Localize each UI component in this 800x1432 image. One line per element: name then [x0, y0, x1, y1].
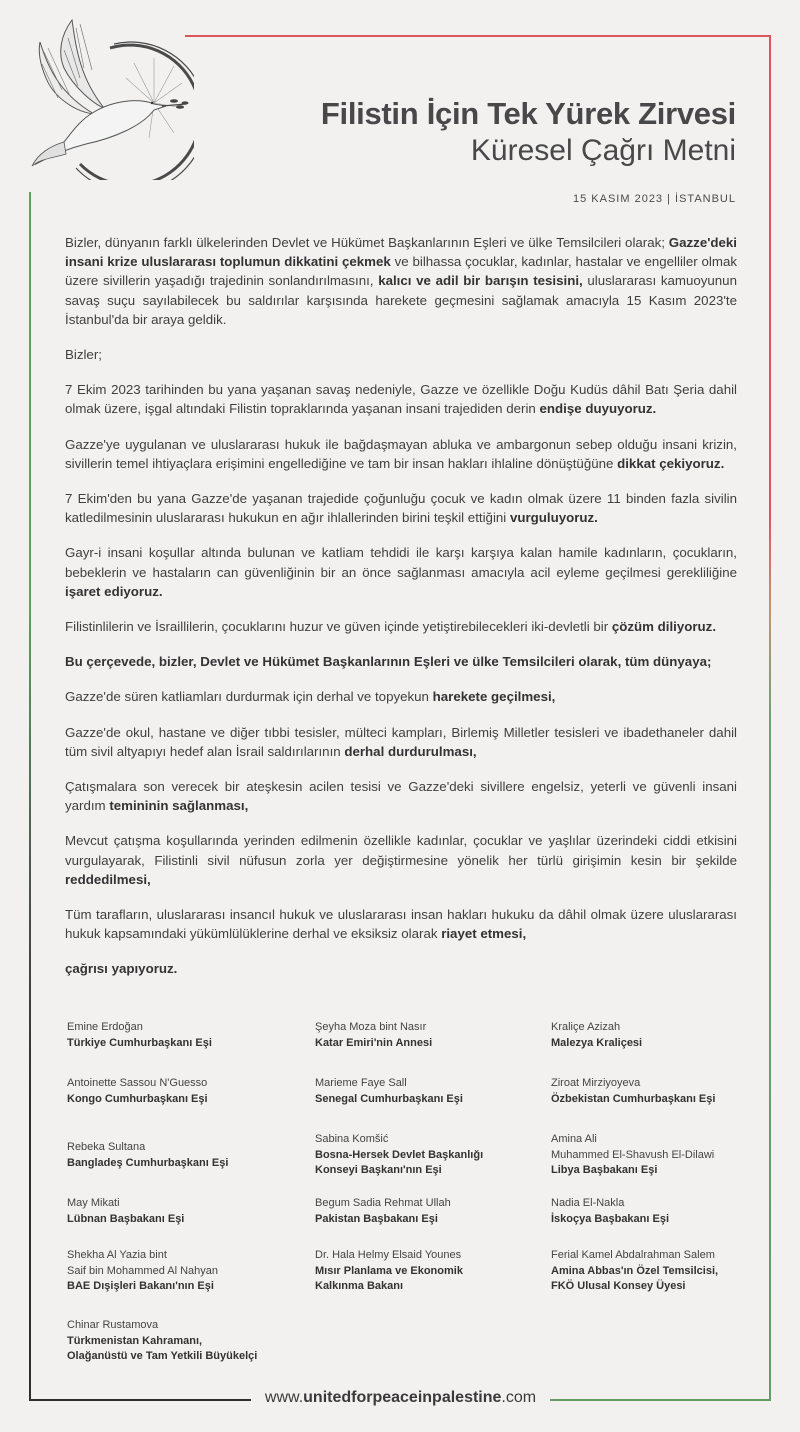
signatory-role: Özbekistan Cumhurbaşkanı Eşi [551, 1092, 716, 1105]
signatory [67, 1196, 315, 1248]
signatory [551, 1132, 747, 1196]
signatory-role: Senegal Cumhurbaşkanı Eşi [315, 1092, 463, 1105]
signatory-role: Libya Başbakanı Eşi [551, 1164, 658, 1176]
title-block [321, 96, 736, 170]
body-text-run: Gazze'ye uygulanan ve uluslararası hukuk ile bağdaşmayan abluka ve ambargonun sebep olduğu insani krizin, sivillerin temel ihtiyaçlara erişimini engellediğine ve tam bir insan hakları ihlaline dönüştüğüne [65, 436, 737, 471]
dove-with-olive-branch-icon [14, 8, 194, 180]
frame-left-border [29, 192, 31, 1400]
page-subtitle: Küresel Çağrı Metni [470, 134, 736, 167]
signatory [551, 1248, 747, 1318]
signatory-name: May Mikati [67, 1197, 120, 1209]
signatory-role: Kalkınma Bakanı [315, 1280, 404, 1292]
emphasis-text: riayet etmesi, [441, 926, 527, 942]
signatory [315, 1076, 551, 1132]
declaration-body [65, 233, 737, 995]
paragraph-5 [65, 617, 737, 636]
emphasis-text: endişe duyuyoruz. [539, 401, 657, 417]
frame-bottom-right-border [550, 1399, 771, 1401]
paragraph-2 [65, 435, 737, 473]
signatory-name: Sabina Komšić [315, 1133, 389, 1145]
signatory [67, 1248, 315, 1318]
signatories-grid [67, 1020, 747, 1378]
signatory [315, 1020, 551, 1076]
url-domain: unitedforpeaceinpalestine [303, 1389, 502, 1406]
page-title: Filistin İçin Tek Yürek Zirvesi [320, 96, 736, 131]
signatory [67, 1318, 315, 1378]
signatory-name: Ziroat Mirziyoyeva [551, 1077, 641, 1089]
signatory-role: Kongo Cumhurbaşkanı Eşi [67, 1092, 208, 1105]
paragraph-8 [65, 723, 737, 761]
signatory [67, 1076, 315, 1132]
emphasis-text: Gazze'deki insani krize uluslararası toplumun dikkatini çekmek [65, 235, 737, 270]
body-text-run: Mevcut çatışma koşullarında yerinden edilmenin özellikle kadınlar, çocuklar ve yaşlılar üzerindeki ciddi etkisini vurgulayarak, Filistinli sivil nüfusun zorla yer değiştirmesine yönelik her türlü girişimin kesin bir şekilde [65, 833, 737, 868]
frame-right-border [769, 35, 771, 1400]
signatory-name: Antoinette Sassou N'Guesso [67, 1077, 208, 1089]
signatory-name: Chinar Rustamova [67, 1319, 159, 1331]
body-text-run: Gayr-i insani koşullar altında bulunan ve katliam tehdidi ile karşı karşıya kalan hamile kadınların, çocukların, bebeklerin ve hastaların can güvenliğinin bir an önce sağlanması amacıyla acil eyleme geçilmesi gerekliliğine [65, 545, 737, 580]
paragraph-bizler: Bizler; [65, 347, 102, 363]
paragraph-3 [65, 489, 737, 527]
frame-top-border [185, 35, 771, 37]
signatory [551, 1196, 747, 1248]
signatory-name: Begum Sadia Rehmat Ullah [315, 1197, 451, 1209]
signatory-name: Ferial Kamel Abdalrahman Salem [551, 1249, 715, 1261]
body-text-run: Filistinlilerin ve İsraillilerin, çocuklarını huzur ve güven içinde yetiştirebilecekleri iki-devletli bir [65, 619, 612, 635]
signatory-role: Türkiye Cumhurbaşkanı Eşi [67, 1036, 212, 1049]
body-text-run: Çatışmalara son verecek bir ateşkesin acilen tesisi ve Gazze'deki sivillere engelsiz, yeterli ve güvenli insani yardım [65, 779, 737, 814]
paragraph-4 [65, 543, 737, 601]
signatory-role: Bangladeş Cumhurbaşkanı Eşi [67, 1156, 229, 1169]
signatory-role: FKÖ Ulusal Konsey Üyesi [551, 1280, 686, 1292]
emphasis-text: dikkat çekiyoruz. [617, 455, 725, 471]
signatory-role: Konseyi Başkanı'nın Eşi [315, 1164, 442, 1176]
emphasis-text: kalıcı ve adil bir barışın tesisini, [378, 273, 583, 289]
body-text-run: 7 Ekim 2023 tarihinden bu yana yaşanan savaş nedeniyle, Gazze ve özellikle Doğu Kudüs dâhil Batı Şeria dahil olmak üzere, işgal altındaki Filistin topraklarında yaşanan insani trajediden derin [65, 382, 737, 417]
signatory-role: Olağanüstü ve Tam Yetkili Büyükelçi [67, 1350, 258, 1362]
signatory-name: Muhammed El-Shavush El-Dilawi [551, 1148, 715, 1161]
emphasis-text: çözüm diliyoruz. [611, 619, 717, 635]
body-text-run: 7 Ekim'den bu yana Gazze'de yaşanan trajedide çoğunluğu çocuk ve kadın olmak üzere 11 binden fazla sivilin katledilmesinin uluslararası hukukun en ağır ihlallerinden birini teşkil ettiğini [65, 491, 737, 526]
signatory [67, 1020, 315, 1076]
body-text-run: ve bilhassa çocuklar, kadınlar, hastalar ve engelliler olmak üzere sivillerin yaşadığı trajedinin sonlandırılmasını, [65, 254, 737, 289]
signatory-role: Katar Emiri'nin Annesi [315, 1036, 433, 1049]
emphasis-text: reddedilmesi, [65, 871, 151, 887]
signatory-role: BAE Dışişleri Bakanı'nın Eşi [67, 1280, 214, 1292]
emphasis-text: harekete geçilmesi, [432, 689, 556, 705]
body-text-run: Gazze'de okul, hastane ve diğer tıbbi tesisler, mülteci kampları, Birlemiş Milletler tesisleri ve ibadethaneler dahil tüm sivil altyapıyı hedef alan İsrail saldırılarının [65, 724, 737, 759]
signatory-name: Amina Ali [551, 1133, 597, 1145]
signatory-role: Lübnan Başbakanı Eşi [67, 1212, 185, 1225]
signatory [315, 1196, 551, 1248]
signatory-role: Pakistan Başbakanı Eşi [315, 1212, 438, 1225]
body-text-run: Gazze'de süren katliamları durdurmak için derhal ve topyekun [65, 689, 433, 705]
signatory-name: Nadia El-Nakla [551, 1197, 625, 1209]
paragraph-6 [65, 652, 737, 671]
emphasis-text: çağrısı yapıyoruz. [65, 961, 178, 977]
signatory [315, 1248, 551, 1318]
paragraph-12 [65, 959, 737, 978]
signatory-role: Amina Abbas'ın Özel Temsilcisi, [551, 1264, 719, 1277]
frame-bottom-left-border [29, 1399, 251, 1401]
emphasis-text: temininin sağlanması, [109, 798, 249, 814]
paragraph-1 [65, 380, 737, 418]
date-location: 15 KASIM 2023 | İSTANBUL [573, 193, 736, 205]
emphasis-text: vurguluyoruz. [509, 510, 598, 526]
signatory-name: Kraliçe Azizah [551, 1021, 621, 1033]
url-suffix: .com [501, 1389, 537, 1406]
signatory-name: Rebeka Sultana [67, 1141, 146, 1153]
emphasis-text: derhal durdurulması, [344, 743, 477, 759]
paragraph-intro [65, 233, 737, 329]
signatory [551, 1076, 747, 1132]
signatory-role: İskoçya Başbakanı Eşi [551, 1212, 670, 1225]
body-text-run: Bizler, dünyanın farklı ülkelerinden Devlet ve Hükümet Başkanlarının Eşleri ve ülke Temsilcileri olarak; [65, 235, 669, 250]
signatory-role: Bosna-Hersek Devlet Başkanlığı [315, 1148, 484, 1161]
website-link[interactable] [251, 1389, 550, 1407]
signatory-name: Saif bin Mohammed Al Nahyan [67, 1264, 219, 1277]
body-text-run: Tüm tarafların, uluslararası insancıl hukuk ve uluslararası insan hakları hukuku da dâhil olmak üzere uluslararası hukuk kapsamındaki yükümlülüklerine derhal ve eksiksiz olarak [65, 907, 737, 942]
paragraph-9 [65, 777, 737, 815]
url-prefix: www. [264, 1389, 304, 1406]
signatory [67, 1132, 315, 1196]
signatory-name: Dr. Hala Helmy Elsaid Younes [315, 1249, 462, 1261]
paragraph-10 [65, 831, 737, 889]
body-text-run: uluslararası kamuoyunun savaş suçu sayılabilecek bu saldırılar karşısında harekete geçmesini sağlamak amacıyla 15 Kasım 2023'te İstanbul'da bir araya geldik. [65, 273, 737, 327]
signatory-name: Şeyha Moza bint Nasır [315, 1021, 427, 1033]
emphasis-text: Bu çerçevede, bizler, Devlet ve Hükümet Başkanlarının Eşleri ve ülke Temsilcileri olarak, tüm dünyaya; [65, 654, 712, 670]
emphasis-text: işaret ediyoruz. [65, 583, 163, 599]
signatory [315, 1132, 551, 1196]
paragraph-7 [65, 687, 737, 706]
paragraph-11 [65, 905, 737, 943]
signatory-role: Mısır Planlama ve Ekonomik [315, 1264, 463, 1277]
signatory-name: Emine Erdoğan [67, 1021, 143, 1033]
signatory-role: Türkmenistan Kahramanı, [67, 1334, 203, 1347]
signatory-role: Malezya Kraliçesi [551, 1036, 643, 1049]
signatory [551, 1020, 747, 1076]
signatory-name: Shekha Al Yazia bint [67, 1249, 167, 1261]
signatory-name: Marieme Faye Sall [315, 1077, 407, 1089]
